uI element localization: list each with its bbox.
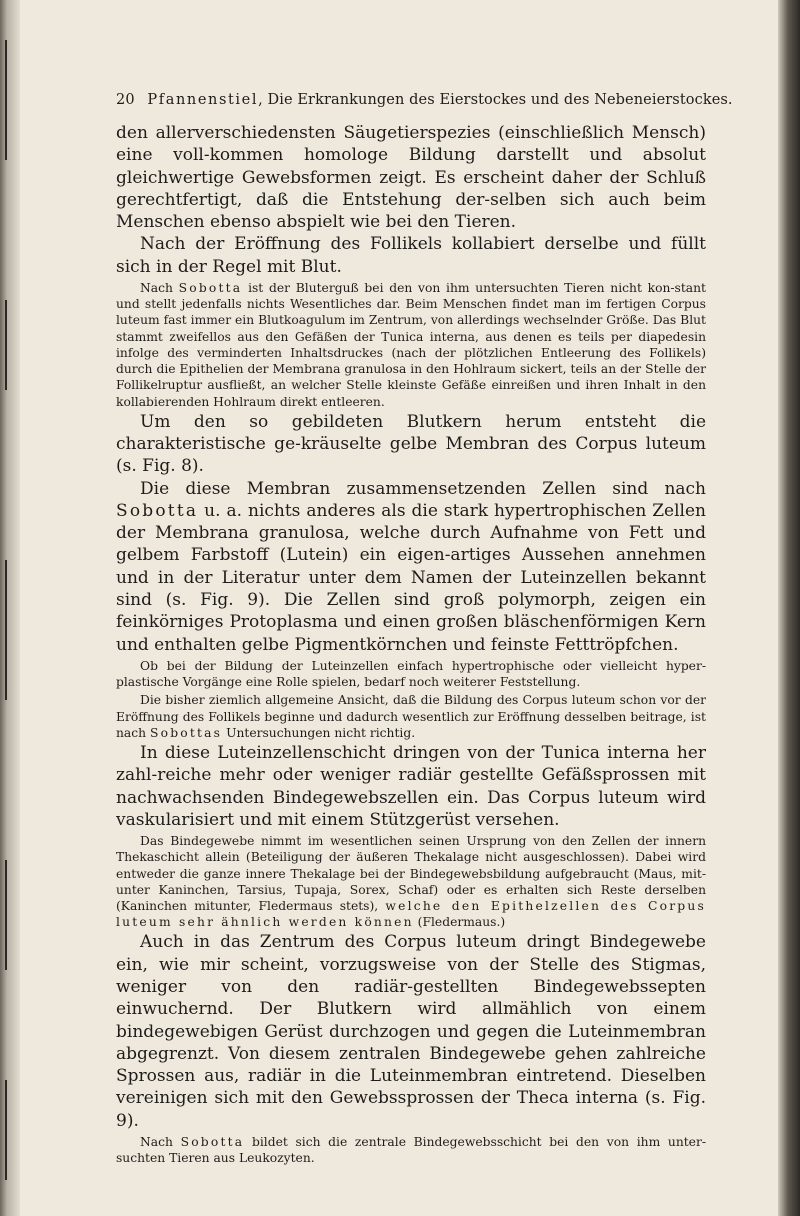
paragraph-4: Die diese Membran zusammensetzenden Zellen sind nach Sobotta u. a. nichts anderes als die stark hypertrophischen Zellen der Membrana granulosa, welche durch Aufnahme von Fett und gelbem Farbstoff (Lutein) ein eigen-artiges Aussehen annehmen und in der Literatur unter dem Namen der Luteinzellen bekannt sind (s. Fig. 9). Die Zellen sind groß polymorph, zeigen ein feinkörniges Protoplasma und einen großen bläschenförmigen Kern und enthalten gelbe Pigmentkörnchen und feinste Fetttröpfchen. xyxy=(116,478,706,655)
emphasis-spaced: welche den Epithelzellen des Corpus luteum sehr ähnlich werden können xyxy=(116,898,706,930)
paragraph-5: In diese Luteinzellenschicht dringen von der Tunica interna her zahl-reiche mehr oder weniger radiär gestellte Gefäßsprossen mit nachwachsenden Bindegewebszellen ein. Das Corpus luteum wird vaskularisiert und mit einem Stützgerüst versehen. xyxy=(116,742,706,830)
running-head xyxy=(116,92,733,108)
book-page xyxy=(116,92,733,1167)
note-4: Das Bindegewebe nimmt im wesentlichen seinen Ursprung von den Zellen der innern Thekaschicht allein (Beteiligung der äußeren Thekalage nicht ausgeschlossen). Dabei wird entweder die ganze innere Thekalage bei der Bindegewebsbildung aufgebraucht (Maus, mit-unter Kaninchen, Tarsius, Tupaja, Sorex, Schaf) oder es erhalten sich Reste derselben (Kaninchen mitunter, Fledermaus stets), welche den Epithelzellen des Corpus luteum sehr ähnlich werden können (Fledermaus.) xyxy=(116,834,706,930)
note-3: Die bisher ziemlich allgemeine Ansicht, daß die Bildung des Corpus luteum schon vor der Eröffnung des Follikels beginne und dadurch wesentlich zur Eröffnung desselben beitrage, ist nach Sobottas Untersuchungen nicht richtig. xyxy=(116,693,706,740)
author-name: Sobotta xyxy=(180,1135,245,1150)
page-binding-edge xyxy=(0,0,20,1216)
author-name: Sobotta xyxy=(116,500,199,521)
running-head-title: , Die Erkrankungen des Eierstockes und des Nebeneierstockes. xyxy=(258,92,733,108)
page-shadow-edge xyxy=(778,0,800,1216)
paragraph-3: Um den so gebildeten Blutkern herum entsteht die charakteristische ge-kräuselte gelbe Membran des Corpus luteum (s. Fig. 8). xyxy=(116,411,706,477)
author-name: Sobotta xyxy=(178,281,243,296)
author-name: Sobottas xyxy=(149,725,223,740)
note-5: Nach Sobotta bildet sich die zentrale Bindegewebsschicht bei den von ihm unter-suchten Tieren aus Leukozyten. xyxy=(116,1135,706,1166)
paragraph-1: den allerverschiedensten Säugetierspezies (einschließlich Mensch) eine voll-kommen homologe Bildung darstellt und absolut gleichwertige Gewebsformen zeigt. Es erscheint daher der Schluß gerechtfertigt, daß die Entstehung der-selben sich auch beim Menschen ebenso abspielt wie bei den Tieren. xyxy=(116,123,706,233)
paragraph-6: Auch in das Zentrum des Corpus luteum dringt Bindegewebe ein, wie mir scheint, vorzugsweise von der Stelle des Stigmas, weniger von den radiär-gestellten Bindegewebssepten einwuchernd. Der Blutkern wird allmählich von einem bindegewebigen Gerüst durchzogen und gegen die Luteinmembran abgegrenzt. Von diesem zentralen Bindegewebe gehen zahlreiche Sprossen aus, radiär in die Luteinmembran eintretend. Dieselben vereinigen sich mit den Gewebssprossen der Theca interna (s. Fig. 9). xyxy=(116,932,706,1131)
paragraph-2: Nach der Eröffnung des Follikels kollabiert derselbe und füllt sich in der Regel mit Blut. xyxy=(116,234,706,277)
note-2: Ob bei der Bildung der Luteinzellen einfach hypertrophische oder vielleicht hyper-plastische Vorgänge eine Rolle spielen, bedarf noch weiterer Feststellung. xyxy=(116,658,706,690)
page-number: 20 xyxy=(116,92,135,108)
note-1: Nach Sobotta ist der Bluterguß bei den von ihm untersuchten Tieren nicht kon-stant und stellt jedenfalls nichts Wesentliches dar. Beim Menschen findet man im fertigen Corpus luteum fast immer ein Blutkoagulum im Zentrum, von allerdings wechselnder Größe. Das Blut stammt zweifellos aus den Gefäßen der Tunica interna, aus denen es teils per diapedesin infolge des verminderten Inhaltsdruckes (nach der plötzlichen Entleerung des Follikels) durch die Epithelien der Membrana granulosa in den Hohlraum sickert, teils an der Stelle der Follikelruptur ausfließt, an welcher Stelle kleinste Gefäße einreißen und ihren Inhalt in den kollabierenden Hohlraum direkt entleeren. xyxy=(116,281,706,409)
running-head-author: Pfannenstiel xyxy=(147,92,259,108)
